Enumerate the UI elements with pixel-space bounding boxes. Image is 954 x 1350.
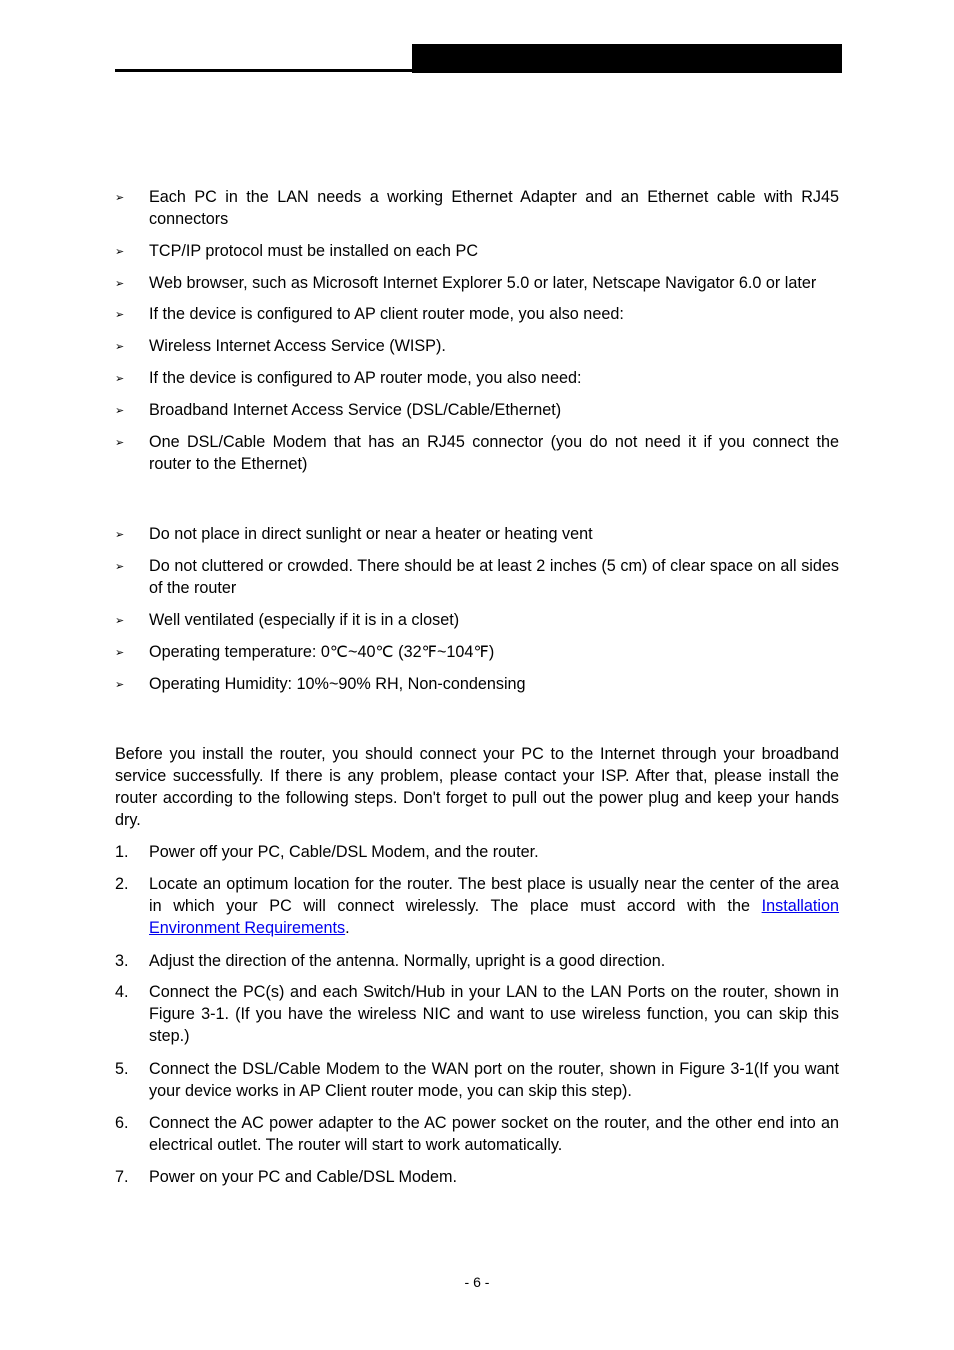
bullet-arrow-icon: ➢ — [115, 341, 125, 353]
bullet-arrow-icon: ➢ — [115, 647, 125, 659]
page-number: - 6 - — [464, 1274, 490, 1290]
list-item: ➢ Operating Humidity: 10%~90% RH, Non-condensing — [115, 673, 839, 695]
header-rule — [115, 69, 413, 72]
bullet-arrow-icon: ➢ — [115, 246, 125, 258]
list-item: ➢ One DSL/Cable Modem that has an RJ45 connector (you do not need it if you connect the router to the Ethernet) — [115, 433, 839, 473]
list-item: ➢ Wireless Internet Access Service (WISP). — [115, 335, 839, 357]
bullet-arrow-icon: ➢ — [115, 309, 125, 321]
bullet-arrow-icon: ➢ — [115, 192, 125, 204]
list-item: ➢ Broadband Internet Access Service (DSL/Cable/Ethernet) — [115, 399, 839, 421]
bullet-arrow-icon: ➢ — [115, 373, 125, 385]
list-item: ➢ Each PC in the LAN needs a working Ethernet Adapter and an Ethernet cable with RJ45 connectors — [115, 188, 839, 228]
step-item: 2. Locate an optimum location for the router. The best place is usually near the center of the area in which your PC will connect wirelessly. The place must accord with the Installation Environment Requirements. — [115, 875, 839, 937]
step-item: 5. Connect the DSL/Cable Modem to the WAN port on the router, shown in Figure 3-1(If you want your device works in AP Client router mode, you can skip this step). — [115, 1060, 839, 1100]
bullet-arrow-icon: ➢ — [115, 679, 125, 691]
bullet-arrow-icon: ➢ — [115, 278, 125, 290]
bullet-arrow-icon: ➢ — [115, 615, 125, 627]
step-item: 3. Adjust the direction of the antenna. Normally, upright is a good direction. — [115, 952, 666, 970]
step-item: 1. Power off your PC, Cable/DSL Modem, and the router. — [115, 843, 539, 861]
list-item: ➢ Do not cluttered or crowded. There should be at least 2 inches (5 cm) of clear space on all sides of the router — [115, 557, 839, 597]
list-item: ➢ Web browser, such as Microsoft Internet Explorer 5.0 or later, Netscape Navigator 6.0 or later — [115, 272, 839, 294]
step-item: 4. Connect the PC(s) and each Switch/Hub in your LAN to the LAN Ports on the router, shown in Figure 3-1. (If you have the wireless NIC and want to use wireless function, you can skip this step.) — [115, 983, 839, 1045]
list-item: ➢ Well ventilated (especially if it is in a closet) — [115, 609, 839, 631]
bullet-arrow-icon: ➢ — [115, 561, 125, 573]
step-item: 6. Connect the AC power adapter to the AC power socket on the router, and the other end into an electrical outlet. The router will start to work automatically. — [115, 1114, 839, 1154]
bullet-arrow-icon: ➢ — [115, 529, 125, 541]
list-item: ➢ Do not place in direct sunlight or near a heater or heating vent — [115, 523, 839, 545]
list-item: ➢ If the device is configured to AP client router mode, you also need: — [115, 303, 839, 325]
bullet-arrow-icon: ➢ — [115, 437, 125, 449]
step-item: 7. Power on your PC and Cable/DSL Modem. — [115, 1168, 458, 1186]
bullet-arrow-icon: ➢ — [115, 405, 125, 417]
header-bar — [412, 44, 842, 73]
intro-paragraph: Before you install the router, you should connect your PC to the Internet through your broadband service successfully. If there is any problem, please contact your ISP. After that, please install the router according to the following steps. Don't forget to pull out the power plug and keep your hands dry. — [115, 745, 839, 829]
list-item: ➢ TCP/IP protocol must be installed on each PC — [115, 240, 839, 262]
list-item: ➢ Operating temperature: 0℃~40℃ (32℉~104℉) — [115, 641, 839, 663]
installation-environment-link[interactable]: Installation Environment Requirements — [149, 897, 839, 937]
list-item: ➢ If the device is configured to AP router mode, you also need: — [115, 367, 839, 389]
